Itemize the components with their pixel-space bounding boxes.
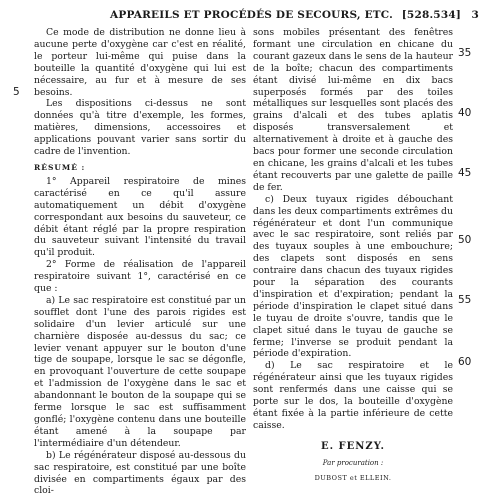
left-column (34, 27, 246, 497)
paragraph: Les dispositions ci-dessus ne sont données qu'à titre d'exemple, les formes, matières, dimensions, accessoires et applications pouvant varier sans sortir du cadre de l'invention. (34, 98, 246, 158)
paragraph-continued: sons mobiles présentant des fenêtres formant une circulation en chicane du courant gazeux dans le sens de la hauteur de la boîte; chacun des compartiments étant divisé lui-même en dix bacs superposés formés par des toiles métalliques sur lesquelles sont placés des grains d'alcali et des tubes aplatis disposés transversalement et alternativement à droite et à gauche des bacs pour former une seconde circulation en chicane, les grains d'alcali et les tubes étant recouverts par une galette de paille de fer. (253, 27, 453, 193)
resume-heading: RÉSUMÉ : (34, 162, 86, 172)
page-header (110, 9, 479, 25)
line-number-55: 55 (458, 294, 472, 306)
line-number-5: 5 (13, 86, 20, 98)
line-number-40: 40 (458, 107, 472, 119)
claim-1: 1° Appareil respiratoire de mines caractérisé en ce qu'il assure automatiquement un débit d'oxygène correspondant aux besoins du sauveteur, ce débit étant réglé par la propre respiration du sauveteur suivant l'intensité du travail qu'il produit. (34, 175, 246, 259)
line-number-60: 60 (458, 356, 472, 368)
line-number-35: 35 (458, 47, 472, 59)
page-title: APPAREILS ET PROCÉDÉS DE SECOURS, ETC. (110, 9, 394, 21)
claim-2a: a) Le sac respiratoire est constitué par un soufflet dont l'une des parois rigides est solidaire d'un levier articulé sur une charnière disposée au-dessus du sac; ce levier venant appuyer sur le bouton d'une tige de soupape, lorsque le sac se dégonfle, en provoquant l'ouverture de cette soupape et l'admission de l'oxygène dans le sac et abandonnant le bouton de la soupape qui se ferme lorsque le sac est suffisamment gonflé; l'oxygène contenu dans une bouteille étant amené à la soupape par l'intermédiaire d'un détendeur. (34, 294, 246, 449)
right-column (253, 27, 453, 485)
page-number: 3 (471, 9, 479, 21)
claim-2b: b) Le régénérateur disposé au-dessous du sac respiratoire, est constitué par une boîte divisée en compartiments égaux par des cloi- (34, 449, 246, 497)
paragraph: Ce mode de distribution ne donne lieu à aucune perte d'oxygène car c'est en réalité, le porteur lui-même qui puise dans la bouteille la quantité d'oxygène qui lui est nécessaire, au fur et à mesure de ses besoins. (34, 27, 246, 98)
claim-2: 2° Forme de réalisation de l'appareil respiratoire suivant 1°, caractérisé en ce que : (34, 259, 246, 295)
patent-agents: DUBOST et ELLEIN. (314, 473, 392, 482)
procuration-note: Par procuration : (322, 458, 384, 467)
line-number-45: 45 (458, 167, 472, 179)
line-number-50: 50 (458, 234, 472, 246)
claim-2d: d) Le sac respiratoire et le régénérateur ainsi que les tuyaux rigides sont renfermés dans une caisse qui se porte sur le dos, la bouteille d'oxygène étant fixée à la partie inférieure de cette caisse. (253, 360, 453, 431)
claim-2c: c) Deux tuyaux rigides débouchant dans les deux compartiments extrêmes du régénérateur et dont l'un communique avec le sac respiratoire, sont reliés par des tuyaux souples à une embouchure; des clapets sont disposés en sens contraire dans chacun des tuyaux rigides pour la séparation des courants d'inspiration et d'expiration; pendant la période d'inspiration le clapet situé dans le tuyau de droite s'ouvre, tandis que le clapet situé dans le tuyau de gauche se ferme; l'inverse se produit pendant la période d'expiration. (253, 193, 453, 360)
patent-reference: [528.534] (401, 9, 461, 21)
inventor-signature: E. FENZY. (320, 440, 386, 452)
